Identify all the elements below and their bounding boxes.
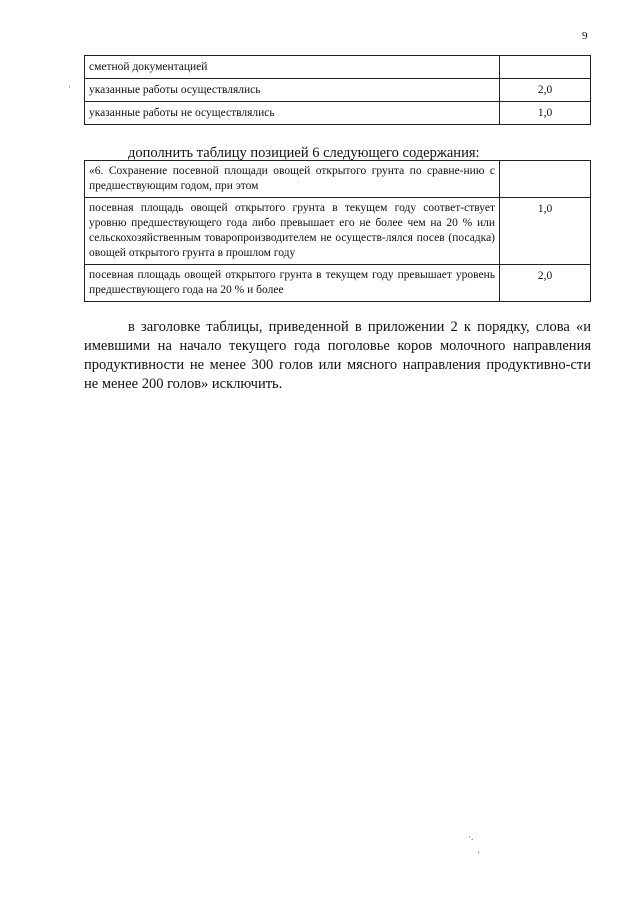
scan-speck: ·. bbox=[468, 832, 474, 842]
table-top bbox=[84, 55, 591, 125]
table-bottom bbox=[84, 160, 591, 302]
table-cell-text: «6. Сохранение посевной площади овощей открытого грунта по сравне-нию с предшествующим годом, при этом bbox=[85, 161, 500, 198]
scan-speck: ' bbox=[478, 850, 480, 860]
table-row bbox=[85, 161, 591, 198]
table-cell-text: посевная площадь овощей открытого грунта в текущем году соответ-ствует уровню предшествующего года либо превышает его не более чем на 20 % или сельскохозяйственным товаропроизводителем не осуществ-лялся посев (посадка) овощей открытого грунта в прошлом году bbox=[85, 198, 500, 265]
table-row bbox=[85, 102, 591, 125]
table-cell-text: посевная площадь овощей открытого грунта в текущем году превышает уровень предшествующего года на 20 % и более bbox=[85, 265, 500, 302]
table-row bbox=[85, 198, 591, 265]
table-cell-value: 2,0 bbox=[500, 79, 591, 102]
table-row bbox=[85, 265, 591, 302]
table-cell-value bbox=[500, 56, 591, 79]
table-cell-value bbox=[500, 161, 591, 198]
table-row bbox=[85, 56, 591, 79]
table-cell-text: указанные работы не осуществлялись bbox=[85, 102, 500, 125]
scan-speck: · bbox=[68, 82, 71, 92]
intro-line: дополнить таблицу позицией 6 следующего содержания: bbox=[128, 145, 480, 161]
table-row bbox=[85, 79, 591, 102]
page-number: 9 bbox=[582, 30, 588, 42]
table-cell-value: 2,0 bbox=[500, 265, 591, 302]
table-cell-text: указанные работы осуществлялись bbox=[85, 79, 500, 102]
table-cell-text: сметной документацией bbox=[85, 56, 500, 79]
body-paragraph: в заголовке таблицы, приведенной в приложении 2 к порядку, слова «и имевшими на начало текущего года поголовье коров молочного направления продуктивности не менее 300 голов или мясного направления продуктивно-сти не менее 200 голов» исключить. bbox=[84, 319, 591, 392]
table-cell-value: 1,0 bbox=[500, 198, 591, 265]
table-cell-value: 1,0 bbox=[500, 102, 591, 125]
